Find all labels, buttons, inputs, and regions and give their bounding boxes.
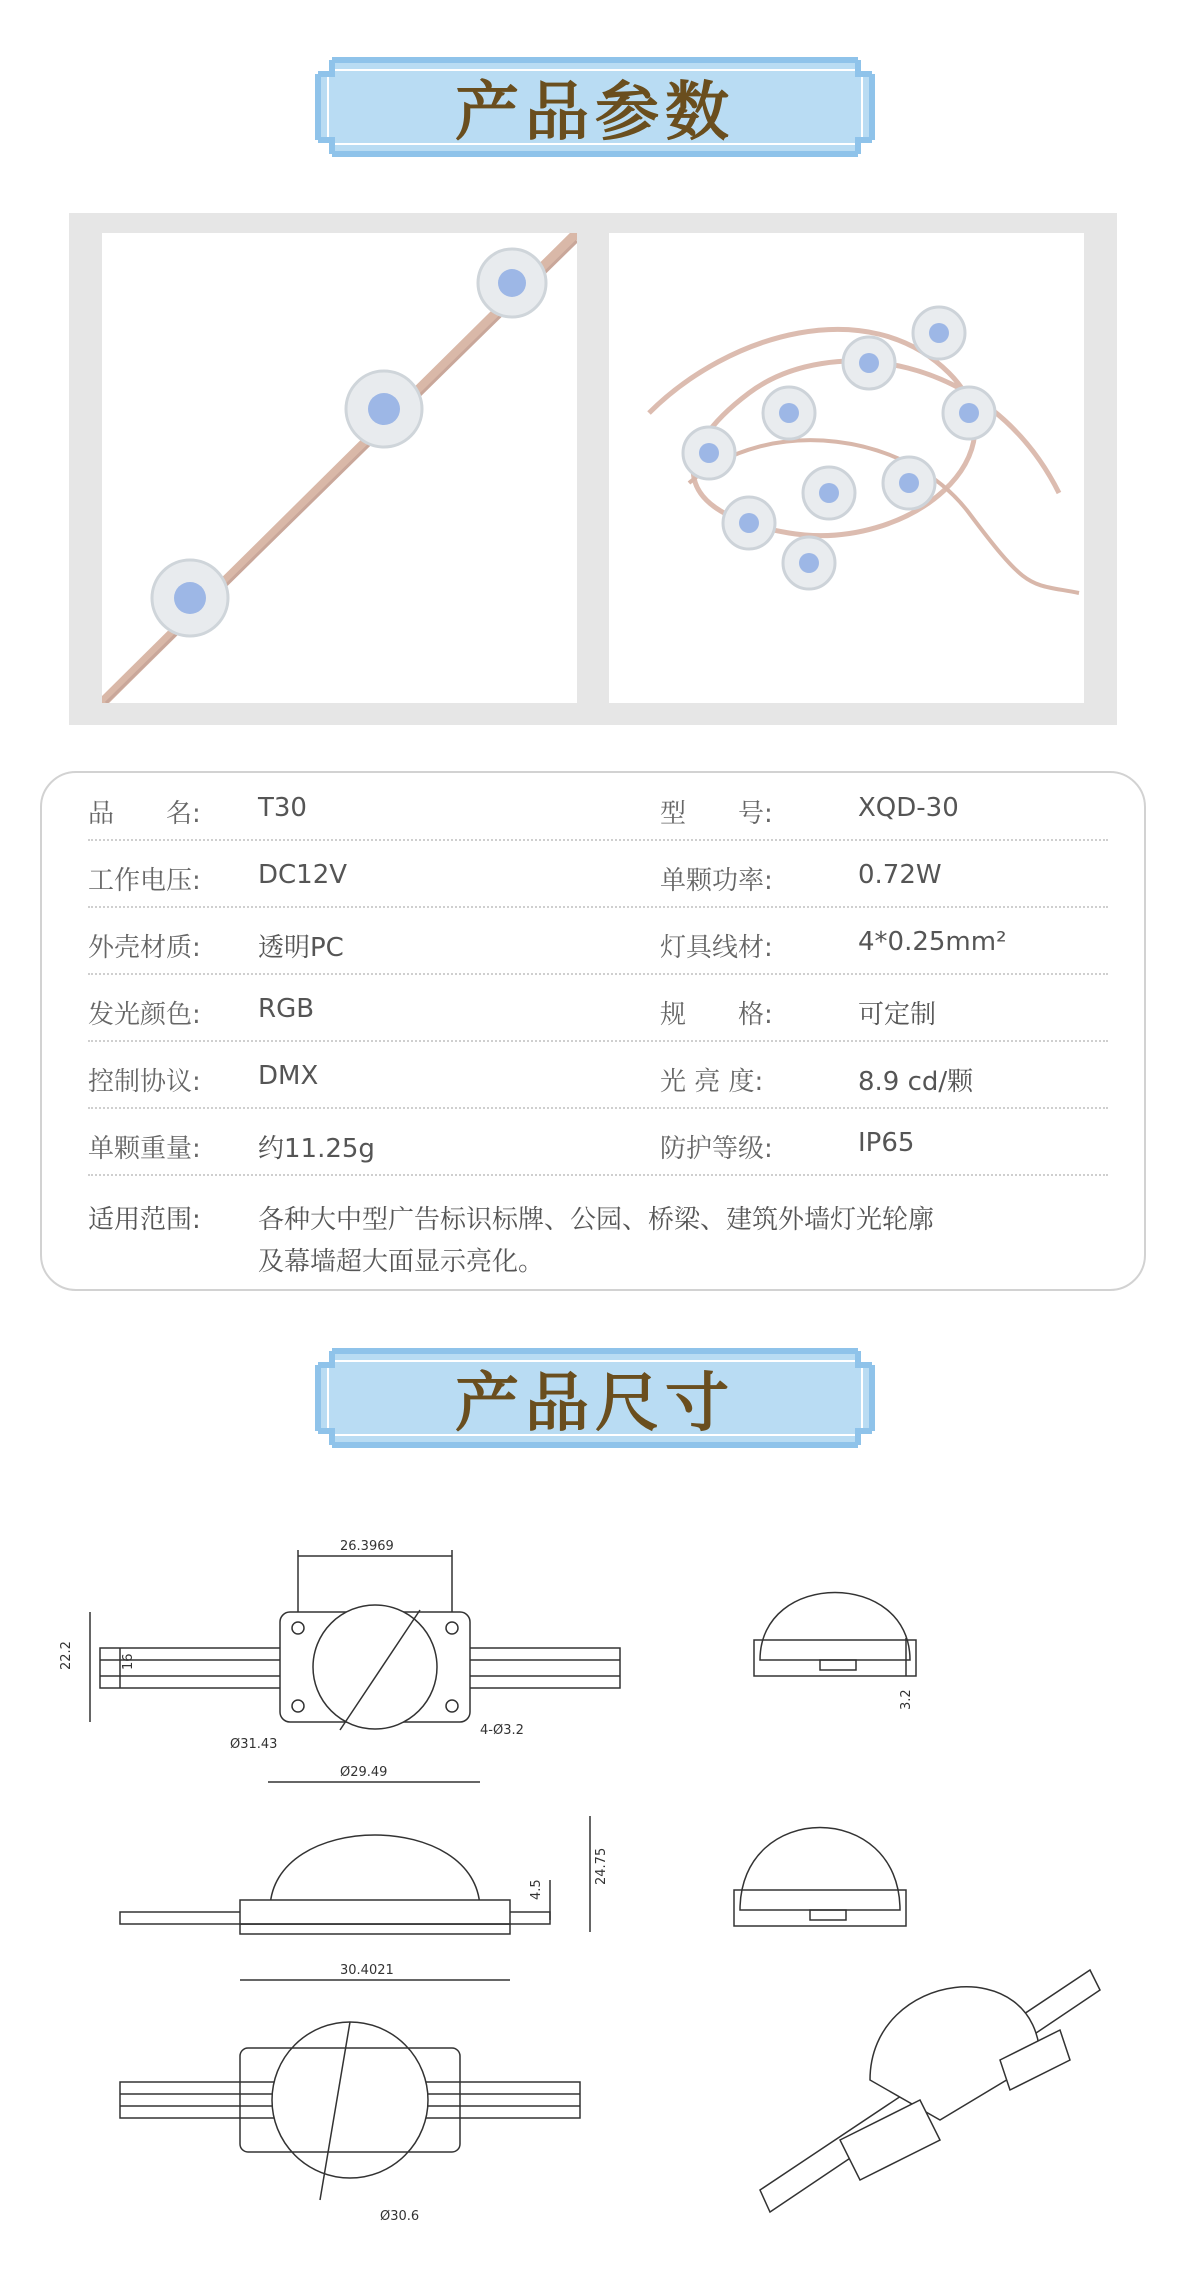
spec-value: 透明PC [258, 933, 344, 963]
usage-line-1: 各种大中型广告标识标牌、公园、桥梁、建筑外墙灯光轮廓 [258, 1205, 935, 1235]
dim-label: 22.2 [59, 1641, 74, 1670]
dim-label: 30.4021 [340, 1963, 394, 1978]
spec-label: 单颗功率: [660, 866, 773, 896]
usage-label: 适用范围: [88, 1205, 201, 1235]
spec-row [88, 974, 1108, 1042]
dim-label: 4-Ø3.2 [480, 1723, 524, 1738]
spec-value: DMX [258, 1061, 319, 1091]
spec-label: 单颗重量: [88, 1134, 201, 1164]
spec-value: XQD-30 [858, 793, 959, 823]
section-title: 产品参数 [455, 75, 735, 150]
spec-table [40, 771, 1146, 1291]
spec-row [88, 1041, 1108, 1109]
section-title: 产品尺寸 [455, 1366, 735, 1441]
spec-row [88, 1108, 1108, 1176]
spec-label: 品 名: [88, 799, 201, 829]
usage-line-2: 及幕墙超大面显示亮化。 [258, 1247, 545, 1277]
section-banner-size [310, 1343, 880, 1453]
pixel-node-1 [152, 560, 228, 636]
dim-label: Ø30.6 [380, 2209, 420, 2224]
spec-value: 可定制 [858, 1000, 937, 1030]
section-banner-params [310, 52, 880, 162]
spec-value: 4*0.25mm² [858, 927, 1007, 957]
spec-value: DC12V [258, 860, 348, 890]
dim-label: 24.75 [594, 1847, 609, 1885]
product-photo-strand [102, 233, 577, 703]
dim-label: 4.5 [529, 1879, 544, 1900]
spec-value: IP65 [858, 1128, 915, 1158]
end-view-drawing [754, 1593, 916, 1677]
dim-label: Ø31.43 [230, 1737, 278, 1752]
spec-value: RGB [258, 994, 315, 1024]
spec-row [88, 773, 1108, 841]
spec-value: 8.9 cd/颗 [858, 1067, 974, 1097]
dimension-drawings [40, 1500, 1152, 2240]
spec-label: 型 号: [660, 799, 773, 829]
isometric-view-drawing [760, 1970, 1100, 2212]
spec-row [88, 840, 1108, 908]
spec-label: 灯具线材: [660, 933, 773, 963]
spec-label: 外壳材质: [88, 933, 201, 963]
spec-label: 工作电压: [88, 866, 201, 896]
spec-label: 防护等级: [660, 1134, 773, 1164]
dim-label: 3.2 [899, 1689, 914, 1710]
spec-label: 发光颜色: [88, 1000, 201, 1030]
spec-value: T30 [258, 793, 307, 823]
side-view-drawing [120, 1782, 590, 1980]
top-view-drawing [90, 1550, 620, 1730]
pixel-node-3 [478, 249, 546, 317]
product-photos [69, 213, 1117, 725]
dim-label: 26.3969 [340, 1539, 394, 1554]
spec-label: 规 格: [660, 1000, 773, 1030]
spec-value: 0.72W [858, 860, 942, 890]
dim-label: Ø29.49 [340, 1765, 388, 1780]
bottom-view-drawing [120, 2022, 580, 2200]
end-view-perspective-drawing [734, 1828, 906, 1927]
spec-value: 约11.25g [258, 1134, 375, 1164]
spec-label: 光 亮 度: [660, 1067, 764, 1097]
product-photo-coil [609, 233, 1084, 703]
pixel-node-2 [346, 371, 422, 447]
dim-label: 16 [121, 1653, 136, 1670]
spec-row [88, 907, 1108, 975]
spec-label: 控制协议: [88, 1067, 201, 1097]
